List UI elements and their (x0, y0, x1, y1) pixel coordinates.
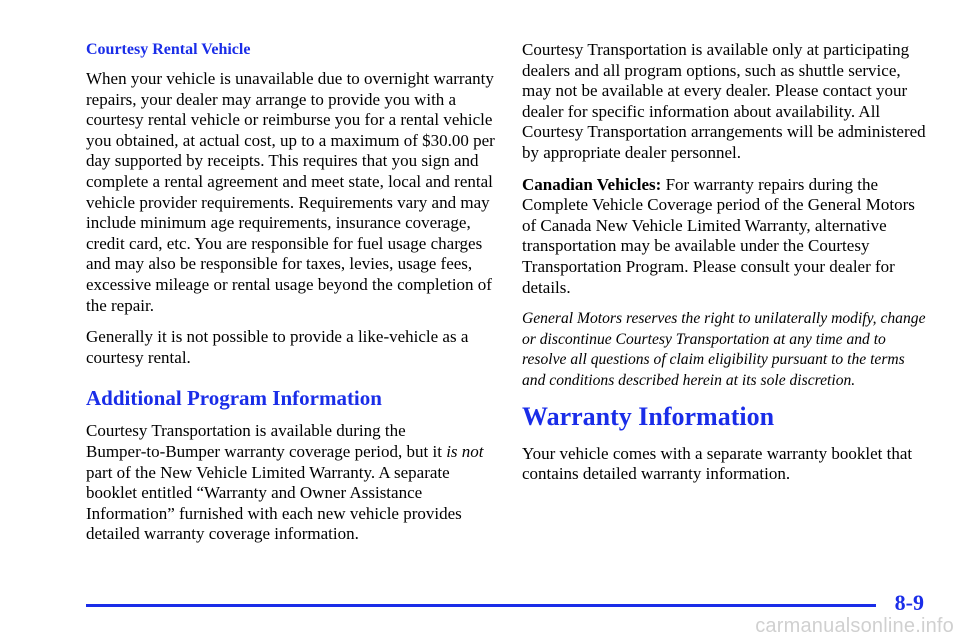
additional-program-text-1: Courtesy Transportation is available during the Bumper‑to‑Bumper warranty coverage period, but it (86, 421, 447, 461)
canadian-vehicles-label: Canadian Vehicles: (522, 174, 662, 194)
left-column (86, 40, 496, 556)
canadian-vehicles-text: For warranty repairs during the Complete Vehicle Coverage period of the General Motors of Canada New Vehicle Limited Warranty, alternative transportation may be available under the Courtesy Transportation Program. Please consult your dealer for details. (522, 174, 915, 297)
canadian-vehicles-paragraph (522, 175, 932, 299)
site-watermark: carmanualsonline.info (755, 615, 954, 637)
courtesy-rental-heading: Courtesy Rental Vehicle (86, 41, 251, 58)
right-column (522, 40, 932, 496)
warranty-information-paragraph: Your vehicle comes with a separate warranty booklet that contains detailed warranty information. (522, 443, 913, 484)
footer-divider (86, 604, 876, 607)
additional-program-emphasis: is not (446, 441, 484, 461)
availability-paragraph: Courtesy Transportation is available only at participating dealers and all program options, such as shuttle service, may not be available at every dealer. Please contact your dealer for specific information about availability. All Courtesy Transportation arrangements will be administered by appropriate dealer personnel. (522, 40, 926, 162)
additional-program-text-2: part of the New Vehicle Limited Warranty. A separate booklet entitled “Warranty and Owner Assistance Information” furnished with each new vehicle provides detailed warranty coverage information. (86, 462, 462, 544)
gm-rights-paragraph: General Motors reserves the right to unilaterally modify, change or discontinue Courtesy Transportation at any time and to resolve all questions of claim eligibility pursuant to the terms and conditions described herein at its sole discretion. (522, 310, 926, 389)
courtesy-rental-paragraph: When your vehicle is unavailable due to overnight warranty repairs, your dealer may arrange to provide you with a courtesy rental vehicle or reimburse you for a rental vehicle you obtained, at actual cost, up to a maximum of $30.00 per day supported by receipts. This requires that you sign and complete a rental agreement and meet state, local and rental vehicle provider requirements. Requirements vary and may include minimum age requirements, insurance coverage, credit card, etc. You are responsible for fuel usage charges and may also be responsible for taxes, levies, usage fees, excessive mileage or rental usage beyond the completion of the repair. (86, 69, 495, 315)
additional-program-paragraph (86, 421, 496, 545)
additional-program-heading: Additional Program Information (86, 386, 382, 411)
warranty-information-heading: Warranty Information (522, 401, 775, 431)
page-number: 8-9 (894, 590, 924, 615)
like-vehicle-paragraph: Generally it is not possible to provide a like‑vehicle as a courtesy rental. (86, 327, 469, 367)
